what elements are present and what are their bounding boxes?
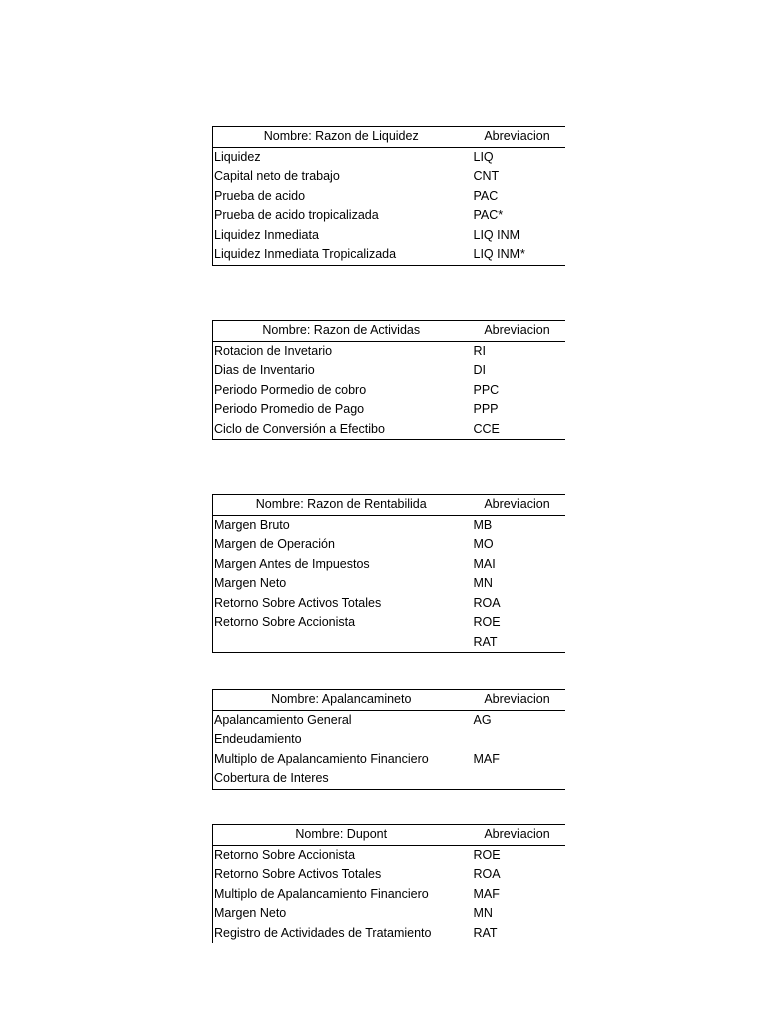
row-name: Rotacion de Invetario bbox=[213, 341, 470, 361]
row-abbreviation: PPC bbox=[473, 382, 500, 397]
table-row bbox=[213, 633, 565, 653]
table-row bbox=[213, 555, 565, 575]
row-abbreviation: LIQ bbox=[473, 149, 494, 164]
table-row bbox=[213, 730, 565, 750]
table-row bbox=[213, 187, 565, 207]
row-name: Endeudamiento bbox=[213, 730, 470, 750]
table-apalancamiento bbox=[212, 689, 565, 790]
table-row bbox=[213, 167, 565, 187]
column-header-abbreviation: Abreviacion bbox=[470, 127, 565, 148]
table-row bbox=[213, 381, 565, 401]
row-name: Periodo Promedio de Pago bbox=[213, 400, 470, 420]
table-row bbox=[213, 400, 565, 420]
table-row bbox=[213, 535, 565, 555]
table-row bbox=[213, 574, 565, 594]
row-abbreviation: PAC* bbox=[473, 208, 504, 222]
table-row bbox=[213, 361, 565, 381]
row-name: Apalancamiento General bbox=[213, 710, 470, 730]
row-abbreviation: PPP bbox=[473, 402, 499, 416]
row-name bbox=[213, 633, 470, 653]
table-row bbox=[213, 341, 565, 361]
row-abbreviation: ROA bbox=[473, 867, 501, 881]
table-row bbox=[213, 245, 565, 265]
table-header-row bbox=[213, 495, 565, 516]
table-row bbox=[213, 206, 565, 226]
row-abbreviation: RAT bbox=[473, 925, 498, 940]
table-row bbox=[213, 515, 565, 535]
table-row bbox=[213, 420, 565, 440]
row-abbreviation: CNT bbox=[473, 169, 500, 183]
column-header-name: Nombre: Apalancamineto bbox=[213, 690, 470, 711]
row-name: Retorno Sobre Accionista bbox=[213, 613, 470, 633]
column-header-name: Nombre: Razon de Liquidez bbox=[213, 127, 470, 148]
row-abbreviation: ROA bbox=[473, 595, 501, 610]
column-header-abbreviation: Abreviacion bbox=[470, 690, 565, 711]
row-name: Retorno Sobre Activos Totales bbox=[213, 594, 470, 614]
row-name: Ciclo de Conversión a Efectibo bbox=[213, 420, 470, 440]
column-header-abbreviation: Abreviacion bbox=[470, 321, 565, 342]
row-abbreviation: MAI bbox=[473, 556, 496, 571]
table-row bbox=[213, 750, 565, 770]
table-row bbox=[213, 226, 565, 246]
row-name: Dias de Inventario bbox=[213, 361, 470, 381]
row-abbreviation: ROE bbox=[473, 615, 501, 629]
row-name: Capital neto de trabajo bbox=[213, 167, 470, 187]
row-name: Retorno Sobre Accionista bbox=[213, 845, 470, 865]
table-row bbox=[213, 885, 565, 905]
row-name: Periodo Pormedio de cobro bbox=[213, 381, 470, 401]
row-abbreviation: MN bbox=[473, 576, 493, 590]
row-abbreviation: ROE bbox=[473, 847, 501, 862]
row-abbreviation: AG bbox=[473, 712, 492, 727]
row-abbreviation bbox=[470, 769, 565, 789]
row-abbreviation: MAF bbox=[473, 886, 500, 901]
row-abbreviation: CCE bbox=[470, 420, 565, 440]
table-row bbox=[213, 594, 565, 614]
row-abbreviation: MN bbox=[473, 906, 493, 920]
row-abbreviation bbox=[470, 730, 565, 750]
table-header-row bbox=[213, 690, 565, 711]
column-header-abbreviation: Abreviacion bbox=[470, 495, 565, 516]
row-abbreviation: MB bbox=[473, 517, 493, 532]
table-dupont bbox=[212, 824, 565, 943]
row-abbreviation: LIQ INM* bbox=[470, 245, 565, 265]
table-header-row bbox=[213, 321, 565, 342]
row-name: Prueba de acido tropicalizada bbox=[213, 206, 470, 226]
row-name: Margen Neto bbox=[213, 574, 470, 594]
row-name: Liquidez bbox=[213, 147, 470, 167]
column-header-name: Nombre: Razon de Actividas bbox=[213, 321, 470, 342]
row-abbreviation: LIQ INM bbox=[473, 227, 521, 242]
table-razon-liquidez bbox=[212, 126, 565, 266]
row-abbreviation: DI bbox=[473, 363, 486, 377]
row-name: Registro de Actividades de Tratamiento bbox=[213, 924, 470, 944]
row-abbreviation: MAF bbox=[473, 751, 500, 766]
row-name: Multiplo de Apalancamiento Financiero bbox=[213, 750, 470, 770]
row-name: Margen Neto bbox=[213, 904, 470, 924]
row-name: Cobertura de Interes bbox=[213, 769, 470, 789]
row-abbreviation: MO bbox=[473, 537, 494, 551]
row-name: Prueba de acido bbox=[213, 187, 470, 207]
table-row bbox=[213, 613, 565, 633]
row-name: Margen Antes de Impuestos bbox=[213, 555, 470, 575]
table-header-row bbox=[213, 127, 565, 148]
table-row bbox=[213, 769, 565, 789]
table-razon-rentabilidad bbox=[212, 494, 565, 653]
column-header-name: Nombre: Razon de Rentabilida bbox=[213, 495, 470, 516]
table-header-row bbox=[213, 825, 565, 846]
row-name: Retorno Sobre Activos Totales bbox=[213, 865, 470, 885]
column-header-name: Nombre: Dupont bbox=[213, 825, 470, 846]
row-abbreviation: PAC bbox=[473, 188, 499, 203]
table-row bbox=[213, 710, 565, 730]
row-name: Multiplo de Apalancamiento Financiero bbox=[213, 885, 470, 905]
table-row bbox=[213, 845, 565, 865]
row-name: Liquidez Inmediata Tropicalizada bbox=[213, 245, 470, 265]
table-row bbox=[213, 904, 565, 924]
table-row bbox=[213, 865, 565, 885]
column-header-abbreviation: Abreviacion bbox=[470, 825, 565, 846]
row-name: Margen Bruto bbox=[213, 515, 470, 535]
row-abbreviation: RI bbox=[473, 343, 486, 358]
row-name: Liquidez Inmediata bbox=[213, 226, 470, 246]
row-name: Margen de Operación bbox=[213, 535, 470, 555]
table-razon-actividad bbox=[212, 320, 565, 440]
row-abbreviation: RAT bbox=[470, 633, 565, 653]
table-row bbox=[213, 147, 565, 167]
table-row bbox=[213, 924, 565, 944]
